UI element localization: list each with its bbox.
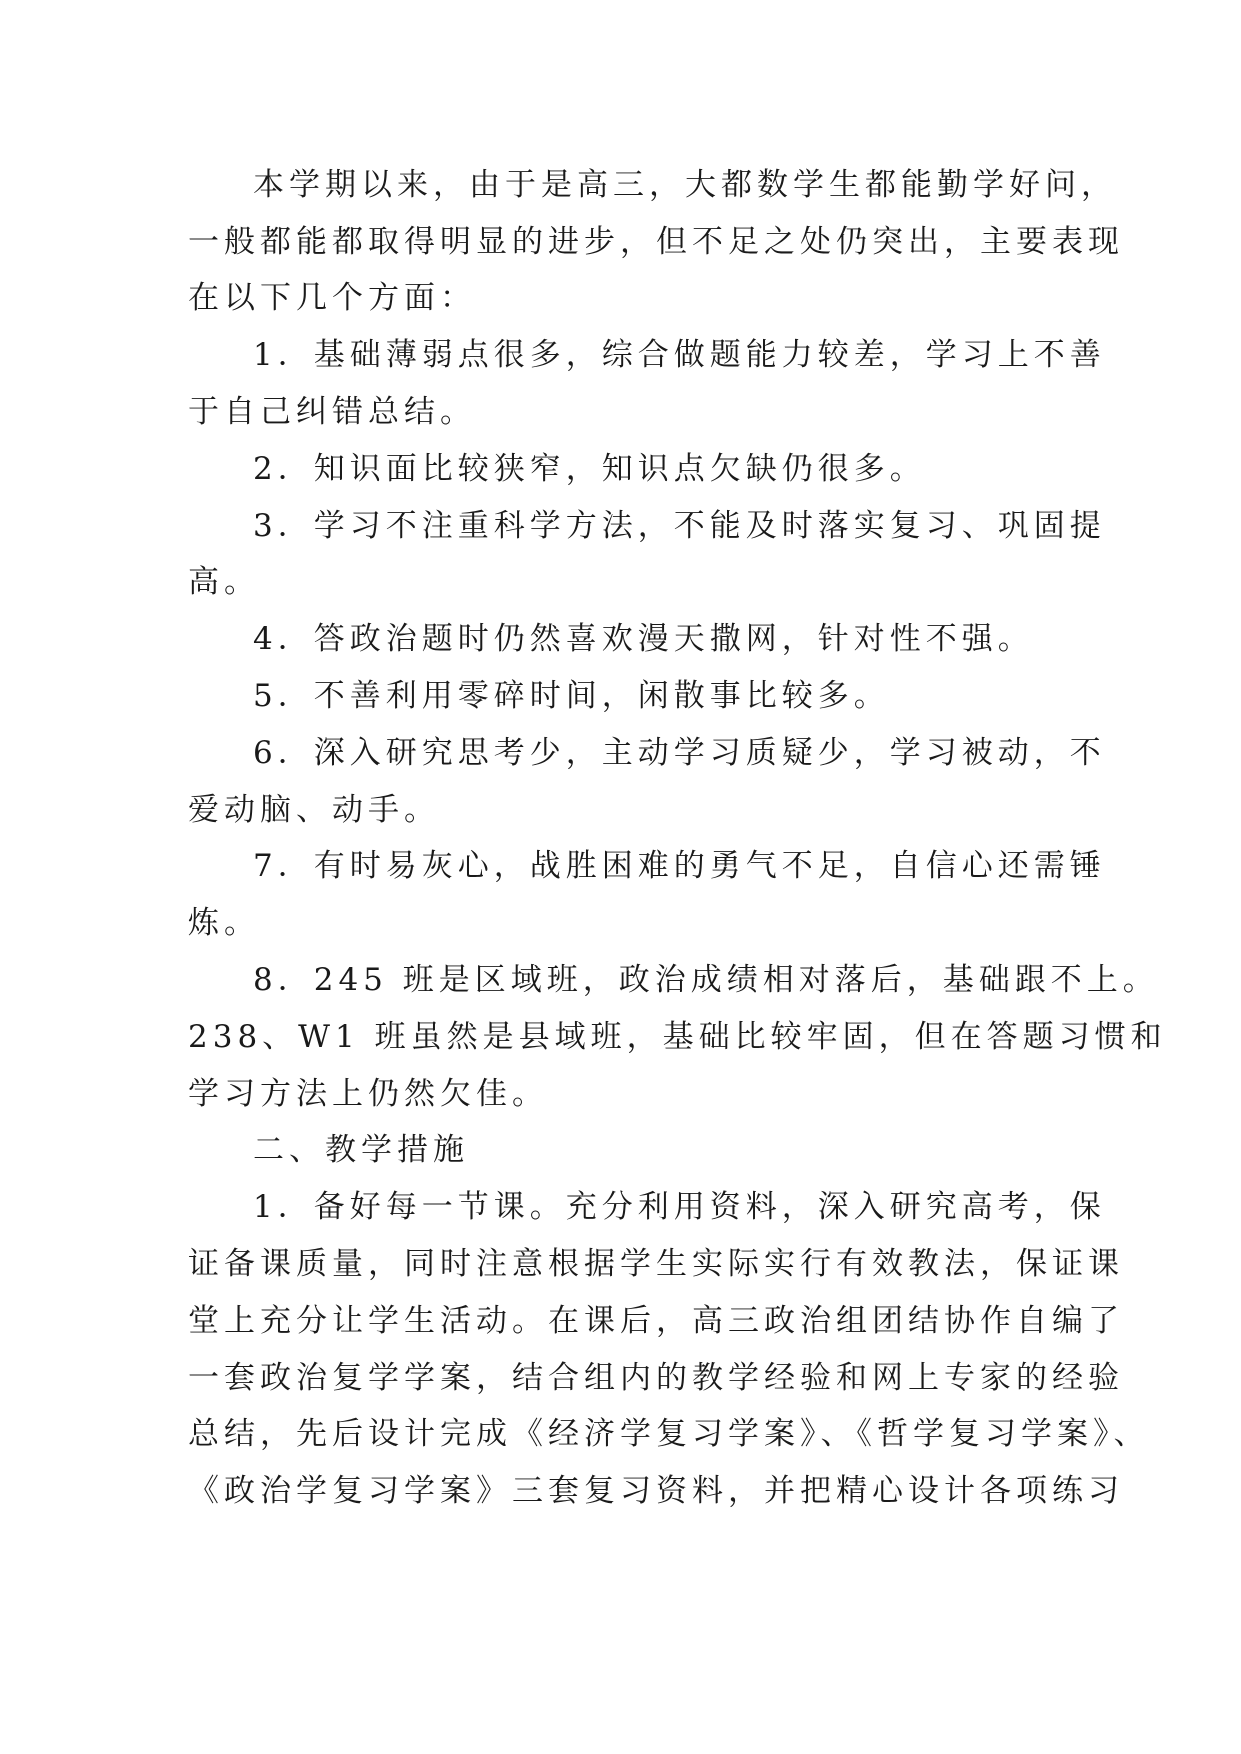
measure-1-line-4: 一套政治复学学案，结合组内的教学经验和网上专家的经验 [188,1360,1124,1396]
measure-1-line-2: 证备课质量，同时注意根据学生实际实行有效教法，保证课 [188,1246,1124,1282]
section-heading-teaching-measures: 二、教学措施 [253,1132,469,1168]
list-item-2: 2．知识面比较狭窄，知识点欠缺仍很多。 [253,451,926,487]
list-item-8-line-3: 学习方法上仍然欠佳。 [188,1076,548,1112]
list-item-7-line-1: 7．有时易灰心，战胜困难的勇气不足，自信心还需锤 [253,848,1106,884]
paragraph-intro-line-2: 一般都能都取得明显的进步，但不足之处仍突出，主要表现 [188,224,1124,260]
measure-1-line-6: 《政治学复习学案》三套复习资料，并把精心设计各项练习 [188,1473,1124,1509]
list-item-3-line-1: 3．学习不注重科学方法，不能及时落实复习、巩固提 [253,508,1106,544]
paragraph-intro-line-3: 在以下几个方面： [188,280,476,316]
list-item-1-line-1: 1．基础薄弱点很多，综合做题能力较差，学习上不善 [253,337,1106,373]
list-item-3-line-2: 高。 [188,564,260,600]
list-item-4: 4．答政治题时仍然喜欢漫天撒网，针对性不强。 [253,621,1034,657]
list-item-1-line-2: 于自己纠错总结。 [188,394,476,430]
list-item-6-line-2: 爱动脑、动手。 [188,792,440,828]
list-item-8-line-1: 8．245 班是区域班，政治成绩相对落后，基础跟不上。 [253,962,1159,998]
list-item-7-line-2: 炼。 [188,905,260,941]
list-item-5: 5．不善利用零碎时间，闲散事比较多。 [253,678,890,714]
measure-1-line-3: 堂上充分让学生活动。在课后，高三政治组团结协作自编了 [188,1303,1124,1339]
paragraph-intro-line-1: 本学期以来，由于是高三，大都数学生都能勤学好问， [253,167,1117,203]
measure-1-line-5: 总结，先后设计完成《经济学复习学案》、《哲学复习学案》、 [188,1416,1150,1452]
list-item-8-line-2: 238、W1 班虽然是县域班，基础比较牢固，但在答题习惯和 [188,1019,1167,1055]
measure-1-line-1: 1．备好每一节课。充分利用资料，深入研究高考，保 [253,1189,1106,1225]
list-item-6-line-1: 6．深入研究思考少，主动学习质疑少，学习被动，不 [253,735,1106,771]
